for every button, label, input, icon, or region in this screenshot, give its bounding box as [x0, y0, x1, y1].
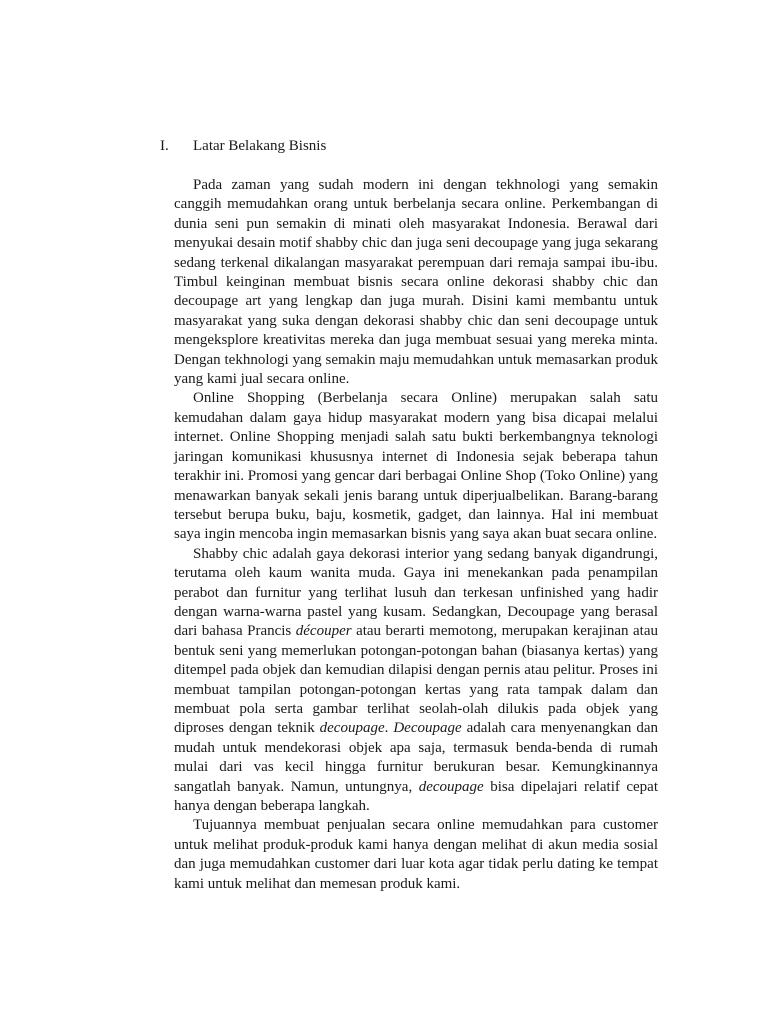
paragraph [174, 816, 658, 894]
paragraph-text: Online Shopping (Berbelanja secara Online) merupakan salah satu kemudahan dalam gaya hidup masyarakat modern yang bisa dicapai melalui internet. Online Shopping menjadi salah satu bukti berkembangnya teknologi jaringan komunikasi khususnya internet di Indonesia sejak beberapa tahun terakhir ini. Promosi yang gencar dari berbagai Online Shop (Toko Online) yang menawarkan banyak sekali jenis barang untuk diperjualbelikan. Barang-barang tersebut berupa buku, baju, kosmetik, gadget, dan lainnya. Hal ini membuat saya ingin mencoba ingin memasarkan bisnis yang saya akan buat secara online. [174, 390, 658, 543]
section-heading [160, 136, 326, 156]
section-body [174, 176, 658, 894]
paragraph-text: bisa dipelajari relatif cepat hanya dengan beberapa langkah. [174, 778, 658, 814]
italic-term: découper [295, 623, 352, 640]
paragraph-text: atau berarti memotong, merupakan kerajinan atau bentuk seni yang memerlukan potongan-potongan bahan (biasanya kertas) yang ditempel pada objek dan kemudian dilapisi dengan pernis atau pelitur. Proses ini membuat tampilan potongan-potongan kertas yang rata tampak dalam dan membuat pola serta gambar terlihat seolah-olah dilukis pada objek yang diproses dengan teknik [174, 623, 658, 737]
paragraph-text: adalah cara menyenangkan dan mudah untuk mendekorasi objek apa saja, termasuk benda-benda di rumah mulai dari vas kecil hingga furnitur berukuran besar. Kemungkinannya sangatlah banyak. Namun, untungnya, [174, 720, 658, 795]
italic-term: Decoupage [393, 720, 462, 737]
paragraph [174, 176, 658, 389]
italic-term: decoupage [319, 720, 385, 737]
paragraph [174, 389, 658, 544]
section-title: Latar Belakang Bisnis [193, 138, 327, 154]
paragraph-text: Shabby chic adalah gaya dekorasi interior yang sedang banyak digandrungi, terutama oleh kaum wanita muda. Gaya ini menekankan pada penampilan perabot dan furnitur yang terlihat lusuh dan terkesan unfinished yang hadir dengan warna-warna pastel yang kusam. Sedangkan, Decoupage yang berasal dari bahasa Prancis [174, 545, 658, 640]
paragraph-text: Pada zaman yang sudah modern ini dengan tekhnologi yang semakin canggih memudahkan orang untuk berbelanja secara online. Perkembangan di dunia seni pun semakin di minati oleh masyarakat Indonesia. Berawal dari menyukai desain motif shabby chic dan juga seni decoupage yang juga sekarang sedang terkenal dikalangan masyarakat perempuan dari remaja sampai ibu-ibu. Timbul keinginan membuat bisnis secara online dekorasi shabby chic dan decoupage art yang lengkap dan juga murah. Disini kami membantu untuk masyarakat yang suka dengan dekorasi shabby chic dan seni decoupage untuk mengeksplore kreativitas mereka dan juga membuat sesuai yang mereka minta. Dengan tekhnologi yang semakin maju memudahkan untuk memasarkan produk yang kami jual secara online. [174, 177, 658, 388]
paragraph [174, 545, 658, 817]
italic-term: decoupage [418, 778, 484, 795]
paragraph-text: . [384, 720, 394, 737]
section-number: I. [160, 138, 169, 154]
paragraph-text: Tujuannya membuat penjualan secara online memudahkan para customer untuk melihat produk-produk kami hanya dengan melihat di akun media sosial dan juga memudahkan customer dari luar kota agar tidak perlu dating ke tempat kami untuk melihat dan memesan produk kami. [174, 817, 658, 892]
